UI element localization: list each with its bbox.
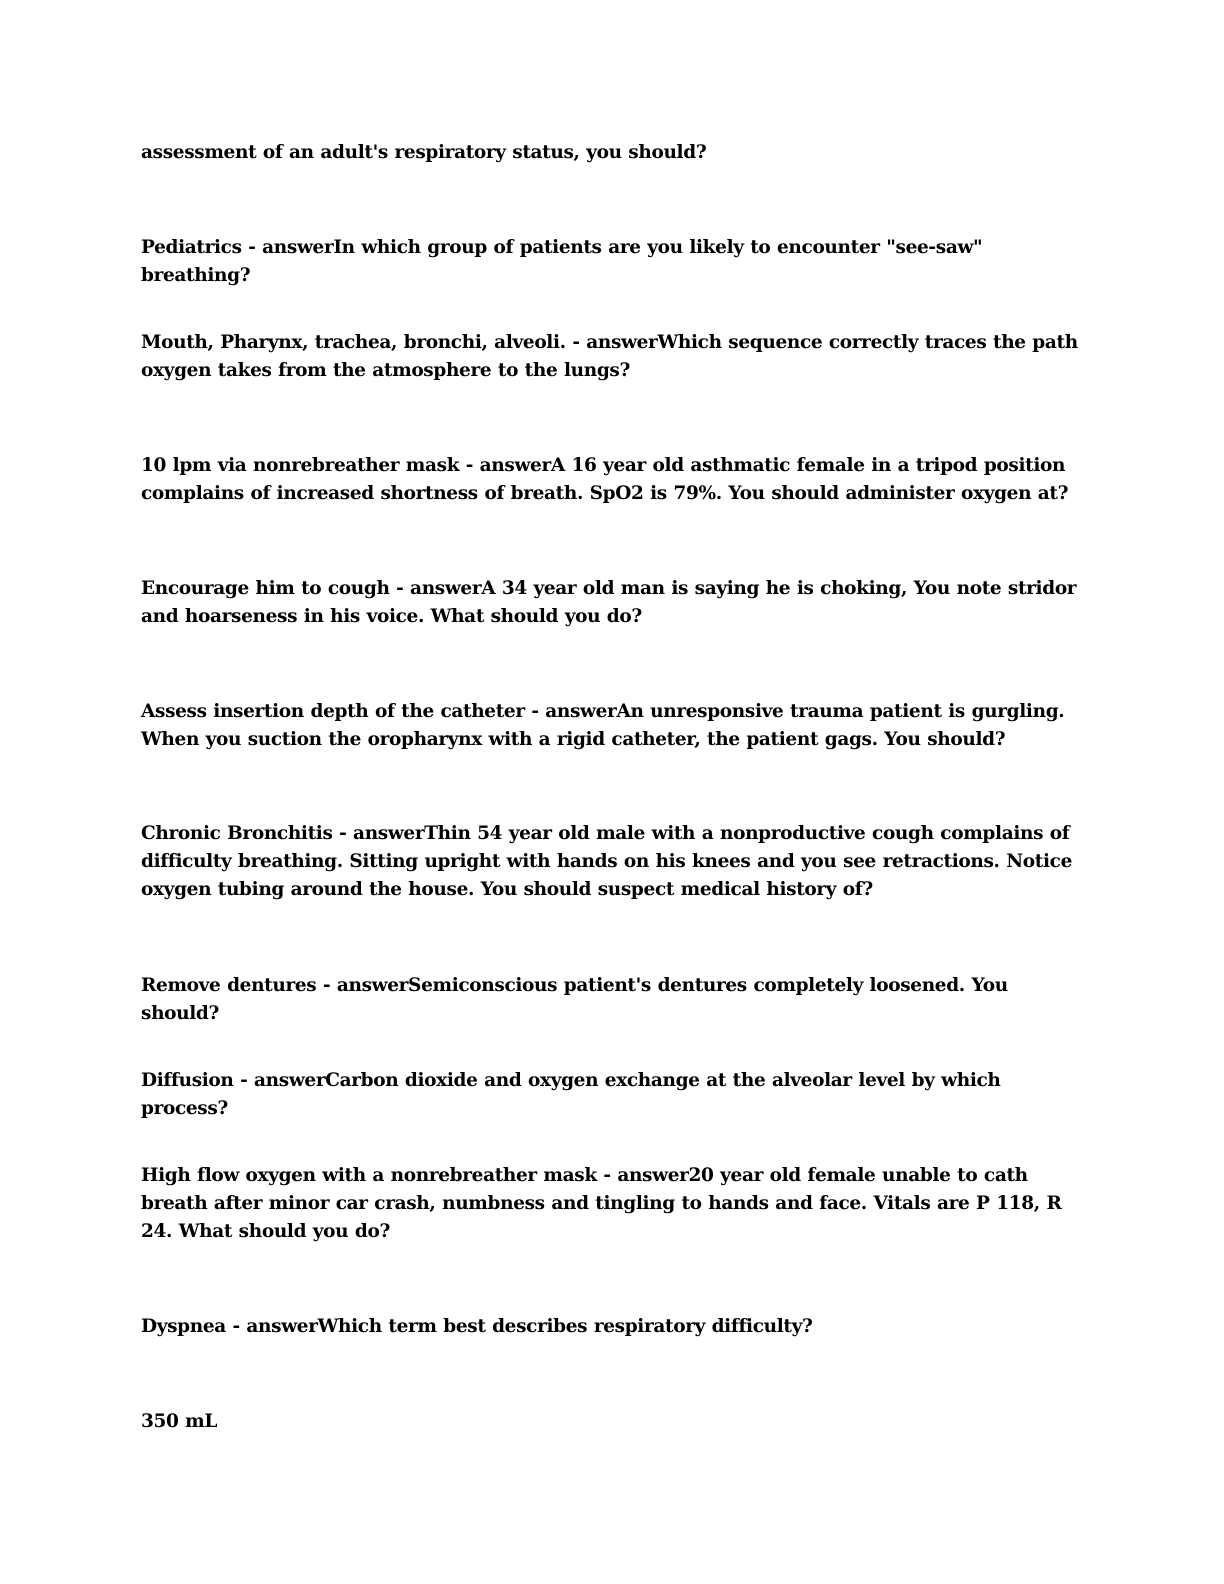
- qa-paragraph-8: Remove dentures - answerSemiconscious patient's dentures completely loosened. You should?: [141, 975, 1008, 1024]
- qa-paragraph-10: High flow oxygen with a nonrebreather mask - answer20 year old female unable to cath breath after minor car crash, numbness and tingling to hands and face. Vitals are P 118, R 24. What should you do?: [141, 1165, 1062, 1242]
- qa-paragraph-9: Diffusion - answerCarbon dioxide and oxygen exchange at the alveolar level by which process?: [141, 1070, 1001, 1119]
- qa-paragraph-6: Assess insertion depth of the catheter - answerAn unresponsive trauma patient is gurgling. When you suction the oropharynx with a rigid catheter, the patient gags. You should?: [141, 701, 1065, 750]
- qa-paragraph-3: Mouth, Pharynx, trachea, bronchi, alveoli. - answerWhich sequence correctly traces the path oxygen takes from the atmosphere to the lungs?: [141, 332, 1078, 381]
- qa-paragraph-2: Pediatrics - answerIn which group of patients are you likely to encounter "see-saw" breathing?: [141, 237, 983, 286]
- qa-paragraph-5: Encourage him to cough - answerA 34 year old man is saying he is choking, You note stridor and hoarseness in his voice. What should you do?: [141, 578, 1077, 627]
- qa-paragraph-7: Chronic Bronchitis - answerThin 54 year old male with a nonproductive cough complains of difficulty breathing. Sitting upright with hands on his knees and you see retractions. Notice oxygen tubing around the house. You should suspect medical history of?: [141, 823, 1073, 900]
- qa-paragraph-4: 10 lpm via nonrebreather mask - answerA 16 year old asthmatic female in a tripod position complains of increased shortness of breath. SpO2 is 79%. You should administer oxygen at?: [141, 455, 1069, 504]
- qa-paragraph-12: 350 mL: [141, 1411, 218, 1432]
- qa-paragraph-11: Dyspnea - answerWhich term best describes respiratory difficulty?: [141, 1316, 813, 1337]
- qa-paragraph-1: assessment of an adult's respiratory status, you should?: [141, 142, 707, 163]
